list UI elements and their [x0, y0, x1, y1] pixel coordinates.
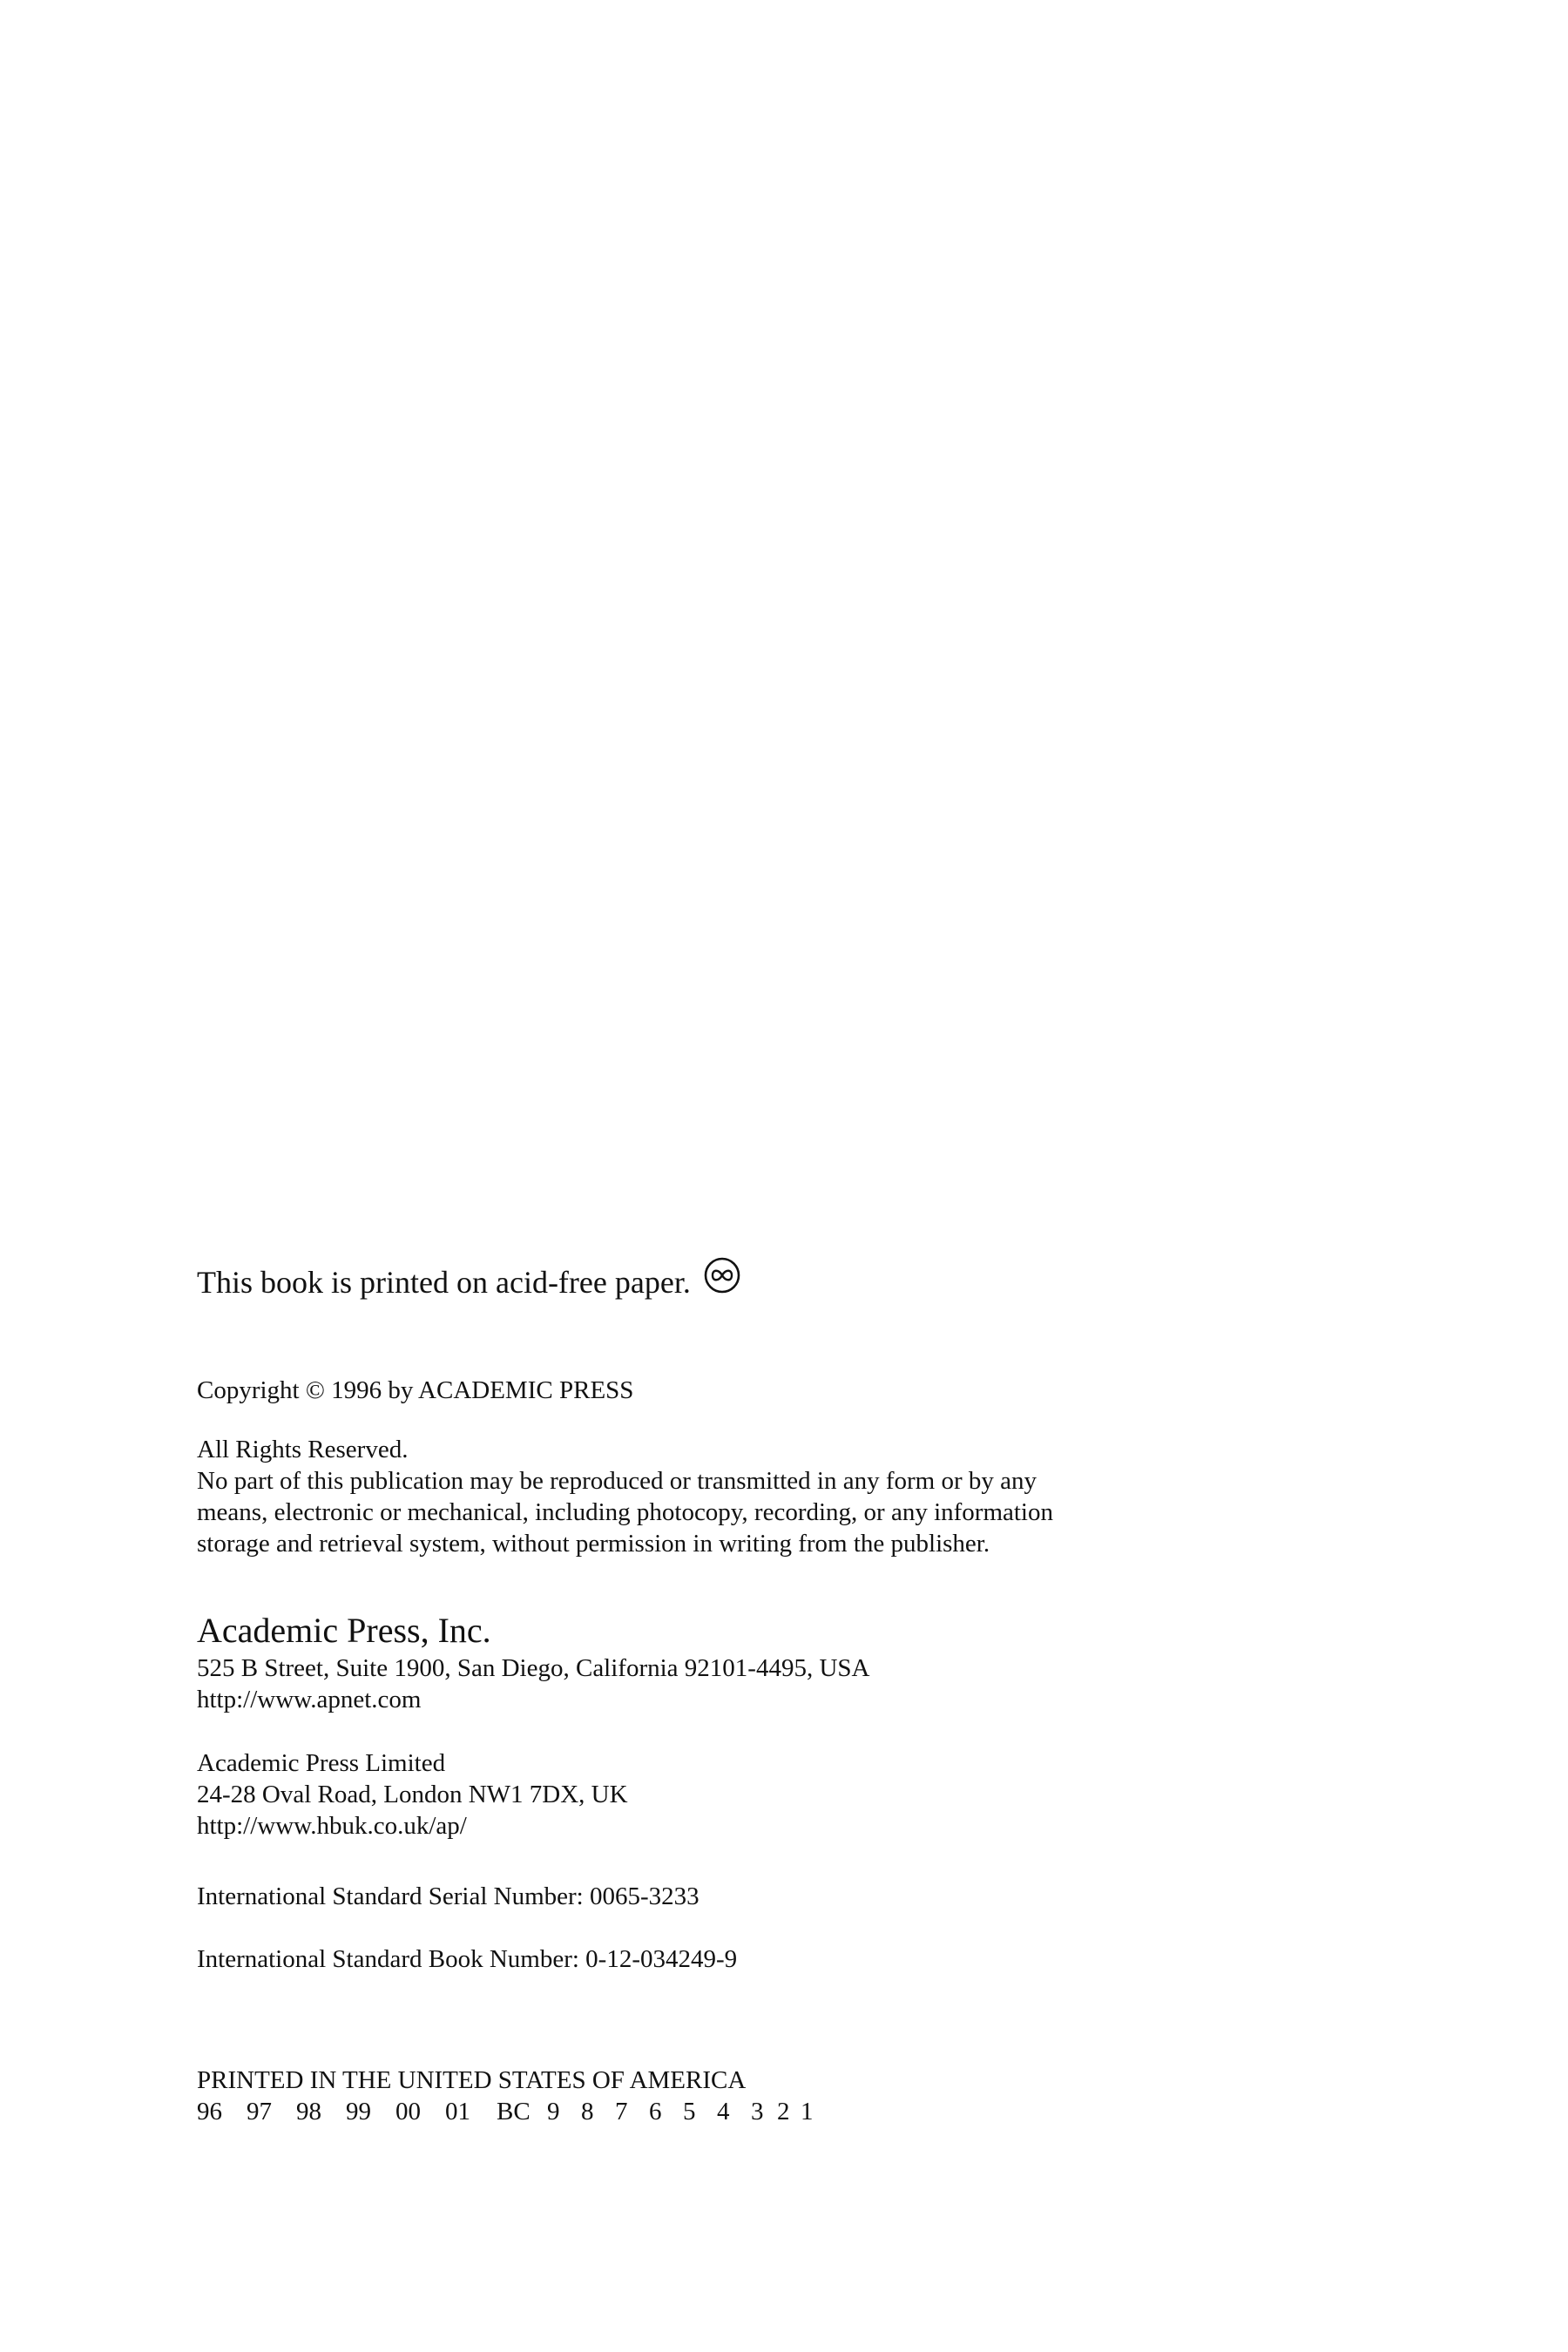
printed-country-line: PRINTED IN THE UNITED STATES OF AMERICA [197, 2066, 747, 2094]
uk-company-address: 24-28 Oval Road, London NW1 7DX, UK [197, 1781, 628, 1808]
printing-code: 99 [346, 2098, 371, 2126]
printing-code: 01 [445, 2098, 470, 2126]
rights-text-line-2: means, electronic or mechanical, including photocopy, recording, or any information [197, 1498, 1053, 1526]
acid-free-line [197, 1261, 1329, 1303]
isbn-line: International Standard Book Number: 0-12-034249-9 [197, 1945, 738, 1973]
us-company-address: 525 B Street, Suite 1900, San Diego, California 92101-4495, USA [197, 1654, 870, 1682]
printing-code: 7 [615, 2098, 628, 2126]
printing-info [197, 2065, 1329, 2127]
rights-statement [197, 1434, 1329, 1559]
uk-office-address [197, 1747, 1329, 1842]
printing-code: 2 [777, 2098, 790, 2126]
printing-code: BC [497, 2098, 531, 2126]
printing-codes [197, 2096, 1329, 2127]
printing-code: 97 [247, 2098, 272, 2126]
printing-code: 98 [296, 2098, 321, 2126]
rights-text-line-3: storage and retrieval system, without permission in writing from the publisher. [197, 1530, 990, 1558]
us-office-address [197, 1609, 1329, 1715]
us-company-name: Academic Press, Inc. [197, 1611, 491, 1650]
us-company-url[interactable]: http://www.apnet.com [197, 1686, 422, 1713]
printing-code: 1 [801, 2098, 814, 2126]
printing-code: 3 [751, 2098, 764, 2126]
copyright-line: Copyright © 1996 by ACADEMIC PRESS [197, 1376, 634, 1404]
printing-code: 4 [717, 2098, 730, 2126]
rights-heading: All Rights Reserved. [197, 1436, 409, 1463]
uk-company-url[interactable]: http://www.hbuk.co.uk/ap/ [197, 1812, 467, 1840]
printing-code: 00 [395, 2098, 421, 2126]
printing-code: 8 [581, 2098, 594, 2126]
printing-code: 9 [547, 2098, 560, 2126]
acid-free-notice [197, 1261, 1329, 1303]
uk-company-name: Academic Press Limited [197, 1749, 446, 1777]
rights-text-line-1: No part of this publication may be reproduced or transmitted in any form or by any [197, 1467, 1037, 1495]
acid-free-text: This book is printed on acid-free paper. [197, 1265, 691, 1300]
printing-code: 5 [683, 2098, 696, 2126]
printing-code: 6 [649, 2098, 662, 2126]
issn-line: International Standard Serial Number: 0065-3233 [197, 1882, 700, 1910]
printing-code: 96 [197, 2098, 222, 2126]
infinity-circle-icon [703, 1256, 741, 1294]
